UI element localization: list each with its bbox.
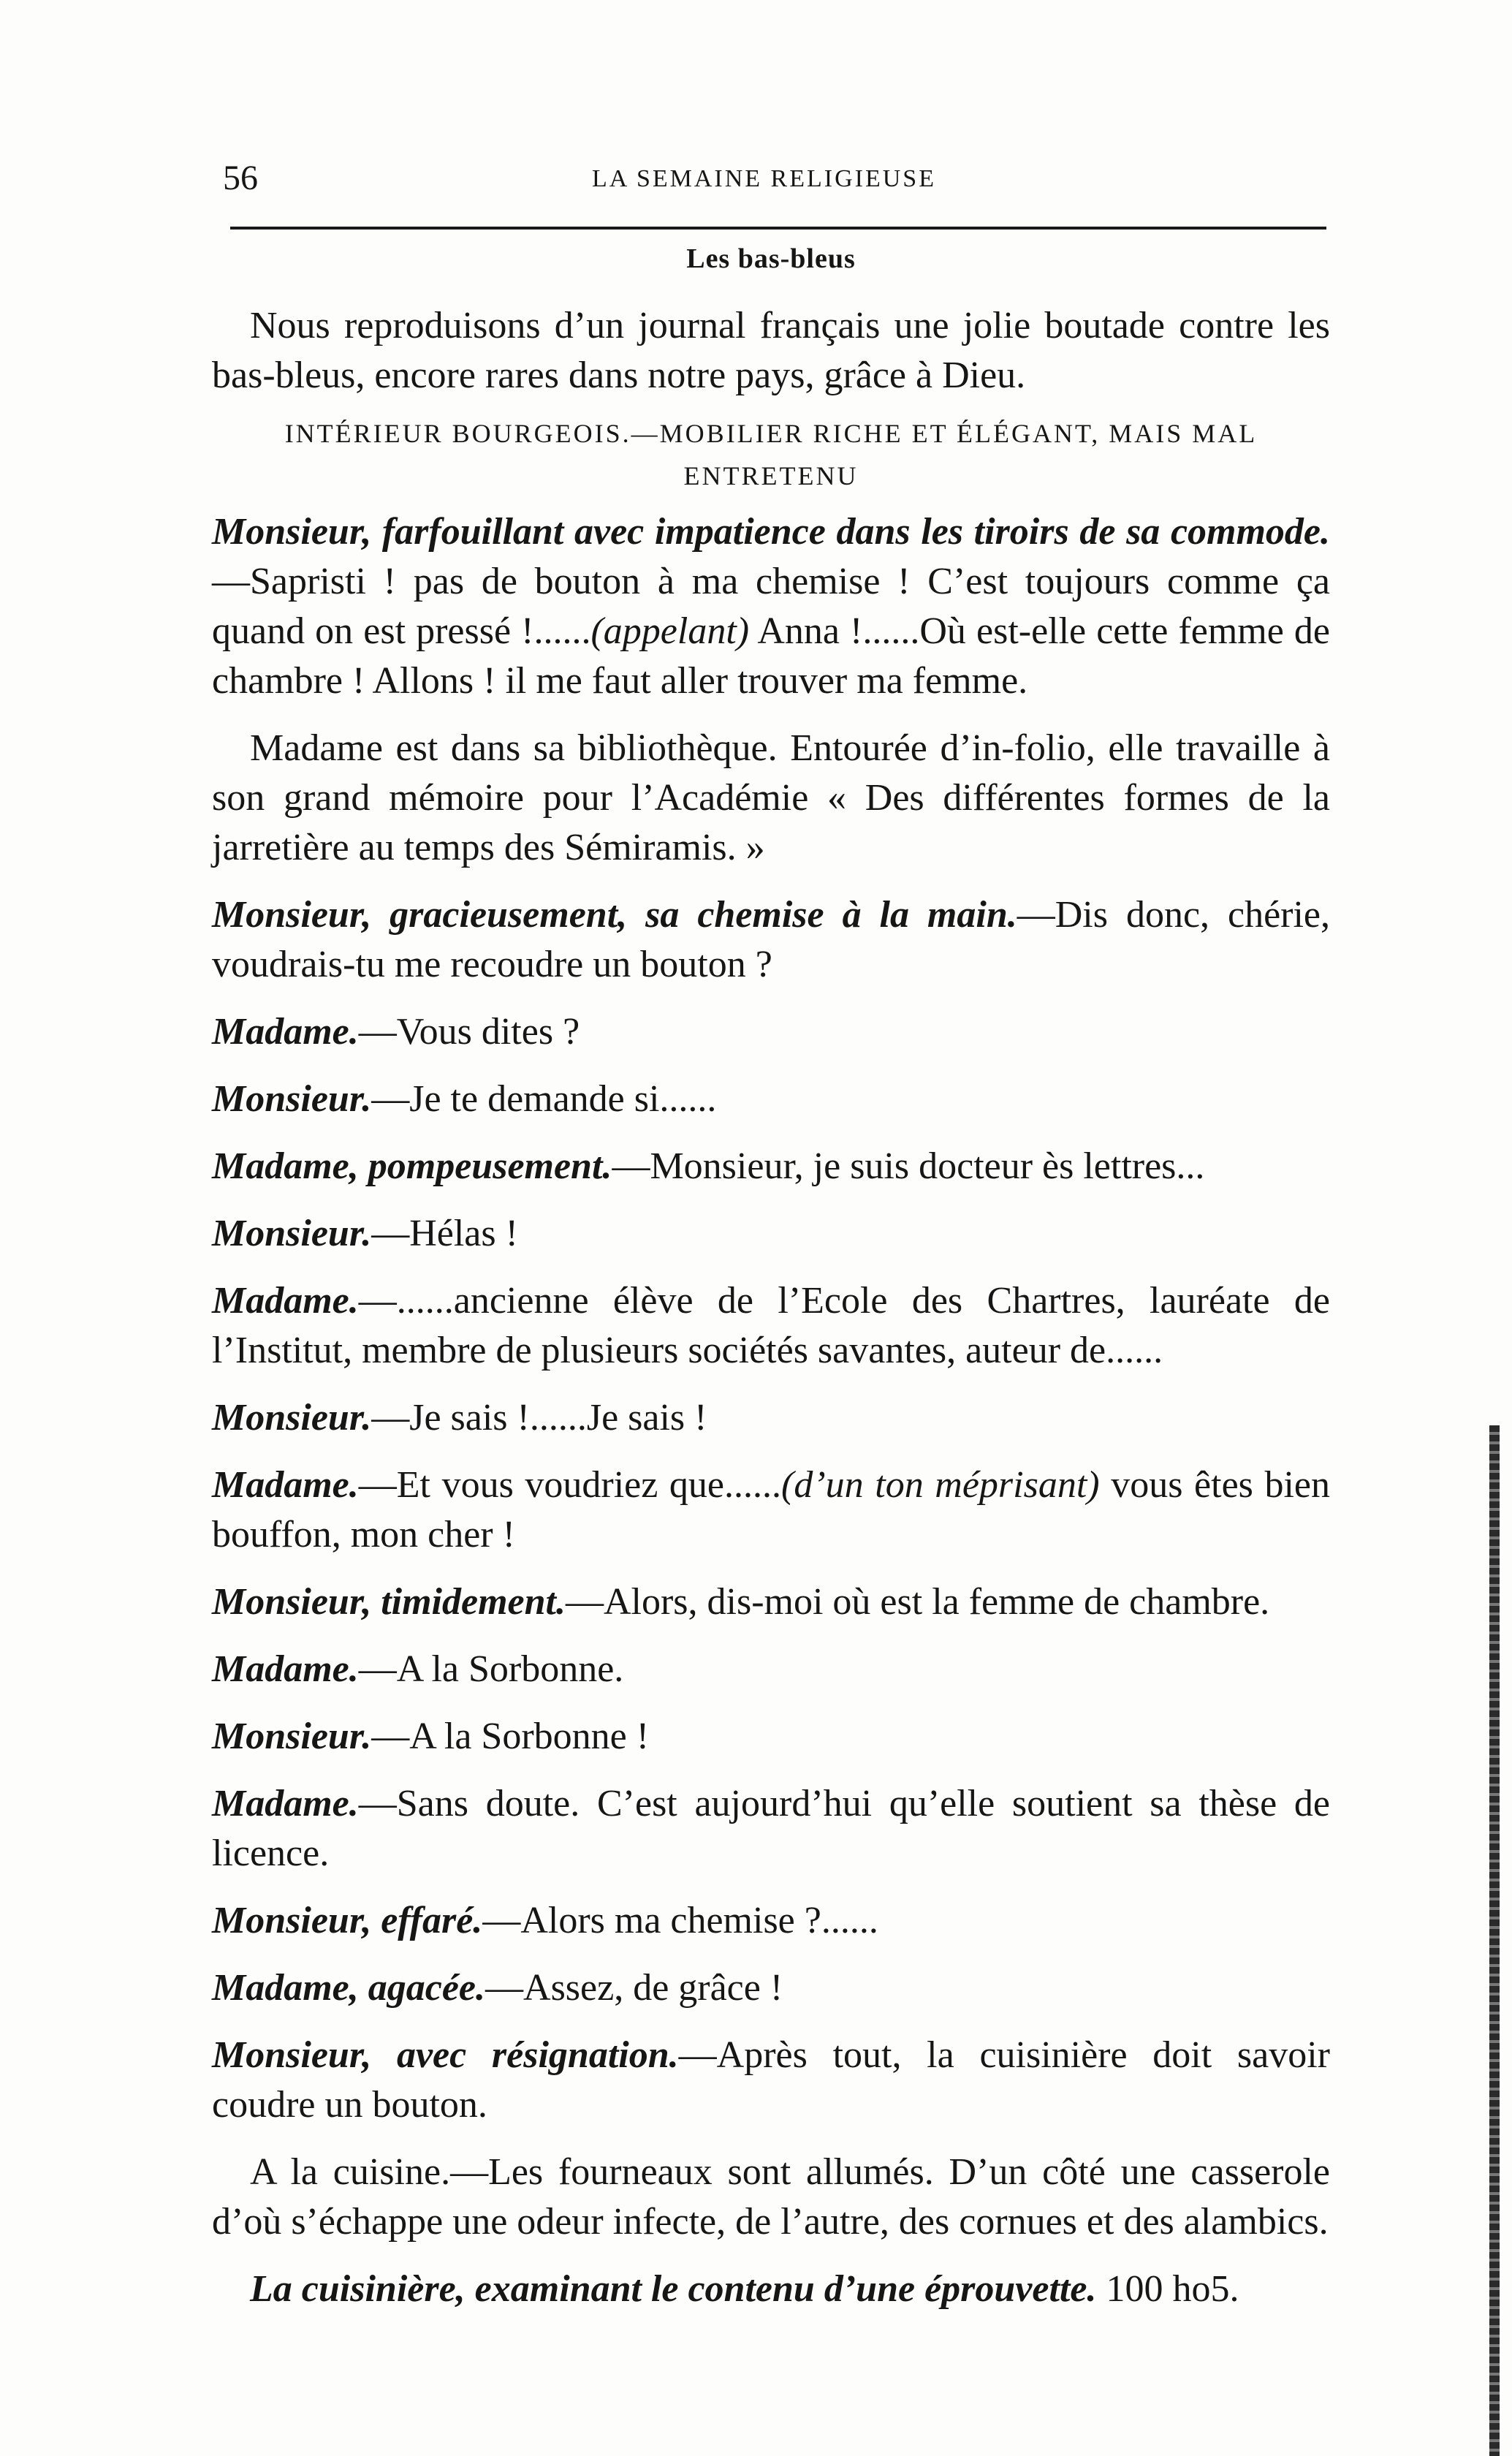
speaker-label: Monsieur. bbox=[212, 1716, 372, 1757]
dialogue-line bbox=[212, 507, 1330, 706]
speaker-label: Madame. bbox=[212, 1280, 359, 1322]
stage-direction: agacée. bbox=[358, 1967, 486, 2009]
speaker-label: La cuisinière, bbox=[250, 2268, 466, 2310]
dialogue-text: —Sans doute. C’est aujourd’hui qu’elle soutient sa thèse de licence. bbox=[212, 1783, 1330, 1874]
dialogue-line bbox=[212, 1276, 1330, 1376]
dialogue-line bbox=[212, 1577, 1330, 1627]
dialogue-text: —Assez, de grâce ! bbox=[485, 1967, 783, 2009]
parenthetical: (appelant) bbox=[590, 610, 750, 652]
stage-direction: avec résignation. bbox=[371, 2034, 679, 2076]
dialogue-text: —Monsieur, je suis docteur ès lettres... bbox=[612, 1145, 1205, 1187]
dialogue-text: 100 ho5. bbox=[1096, 2268, 1239, 2310]
speaker-label: Monsieur, bbox=[212, 894, 372, 936]
speaker-label: Madame, bbox=[212, 1145, 359, 1187]
dialogue-line bbox=[212, 1460, 1330, 1560]
dialogue-line bbox=[212, 1209, 1330, 1259]
dialogue-text: —Après tout, la cuisinière doit savoir coudre un bouton. bbox=[212, 2034, 1331, 2126]
stage-direction: timidement. bbox=[371, 1581, 566, 1623]
dialogue-line bbox=[212, 1779, 1330, 1879]
stage-direction: examinant le contenu d’une éprouvette. bbox=[465, 2268, 1097, 2310]
dialogue-text: —Sapristi ! pas de bouton à ma chemise ! C’est toujours comme ça quand on est pressé !...... bbox=[212, 561, 1330, 652]
dialogue-line bbox=[212, 1712, 1330, 1762]
dialogue-text: —Hélas ! bbox=[371, 1213, 518, 1254]
article-title: Les bas-bleus bbox=[686, 243, 856, 274]
dialogue-text: —A la Sorbonne ! bbox=[371, 1716, 650, 1757]
speaker-label: Monsieur, bbox=[212, 2034, 372, 2076]
speaker-label: Madame. bbox=[212, 1648, 359, 1690]
speaker-label: Monsieur. bbox=[212, 1397, 372, 1439]
speaker-label: Monsieur. bbox=[212, 1213, 372, 1254]
dialogue-text: —Alors ma chemise ?...... bbox=[482, 1900, 878, 1941]
intro-paragraph: Nous reproduisons d’un journal français une jolie boutade contre les bas-bleus, encore rares dans notre pays, grâce à Dieu. bbox=[212, 305, 1330, 396]
speaker-label: Madame. bbox=[212, 1783, 359, 1824]
journal-title: LA SEMAINE RELIGIEUSE bbox=[592, 165, 936, 192]
dialogue-line bbox=[212, 2031, 1330, 2130]
dialogue-line bbox=[212, 1393, 1330, 1443]
speaker-label: Madame. bbox=[212, 1011, 359, 1053]
dialogue-line bbox=[212, 1645, 1330, 1694]
speaker-label: Monsieur, bbox=[212, 1581, 372, 1623]
stage-direction: effaré. bbox=[371, 1900, 483, 1941]
scene-heading: INTÉRIEUR BOURGEOIS.—MOBILIER RICHE ET ÉLÉGANT, MAIS MAL ENTRETENU bbox=[284, 419, 1258, 490]
speaker-label: Monsieur, bbox=[212, 1900, 372, 1941]
dialogue-line bbox=[212, 1963, 1330, 2013]
parenthetical: (d’un ton méprisant) bbox=[781, 1464, 1100, 1506]
dialogue-text: —Alors, dis-moi où est la femme de chambre. bbox=[565, 1581, 1270, 1623]
binding-edge bbox=[1489, 1425, 1500, 2456]
page-number: 56 bbox=[223, 159, 258, 197]
stage-direction: gracieusement, sa chemise à la main. bbox=[371, 894, 1017, 936]
dialogue-line bbox=[212, 2264, 1330, 2314]
dialogue-text: Anna !......Où est-elle cette femme de chambre ! Allons ! il me faut aller trouver ma femme. bbox=[212, 610, 1331, 702]
dialogue-text: —A la Sorbonne. bbox=[358, 1648, 624, 1690]
dialogue-text: vous êtes bien bouffon, mon cher ! bbox=[212, 1464, 1331, 1555]
speaker-label: Monsieur. bbox=[212, 1078, 372, 1120]
running-head bbox=[212, 146, 1330, 205]
dialogue-text: —Et vous voudriez que...... bbox=[358, 1464, 782, 1506]
speaker-label: Monsieur, bbox=[212, 511, 372, 553]
speaker-label: Madame, bbox=[212, 1967, 359, 2009]
dialogue-text: —Je sais !......Je sais ! bbox=[371, 1397, 707, 1439]
dialogue-text: —Dis donc, chérie, voudrais-tu me recoudre un bouton ? bbox=[212, 894, 1330, 985]
dialogue-line bbox=[212, 1142, 1330, 1191]
stage-direction: pompeusement. bbox=[358, 1145, 612, 1187]
speaker-label: Madame. bbox=[212, 1464, 359, 1506]
dialogue-line bbox=[212, 1896, 1330, 1946]
dialogue-text: —Je te demande si...... bbox=[371, 1078, 717, 1120]
dialogue-line bbox=[212, 1074, 1330, 1124]
dialogue-line bbox=[212, 1007, 1330, 1057]
book-page bbox=[212, 146, 1330, 2314]
dialogue-line bbox=[212, 890, 1330, 990]
dialogue-text: —Vous dites ? bbox=[358, 1011, 580, 1053]
stage-direction: farfouillant avec impatience dans les tiroirs de sa commode. bbox=[371, 511, 1330, 553]
header-rule bbox=[230, 227, 1326, 230]
dialogue-text: —......ancienne élève de l’Ecole des Chartres, lauréate de l’Institut, membre de plusieurs sociétés savantes, auteur de...... bbox=[212, 1280, 1330, 1371]
narration-paragraph: A la cuisine.—Les fourneaux sont allumés. D’un côté une casserole d’où s’échappe une odeur infecte, de l’autre, des cornues et des alambics. bbox=[212, 2151, 1330, 2243]
narration-paragraph: Madame est dans sa bibliothèque. Entourée d’in-folio, elle travaille à son grand mémoire pour l’Académie « Des différentes formes de la jarretière au temps des Sémiramis. » bbox=[212, 727, 1330, 868]
